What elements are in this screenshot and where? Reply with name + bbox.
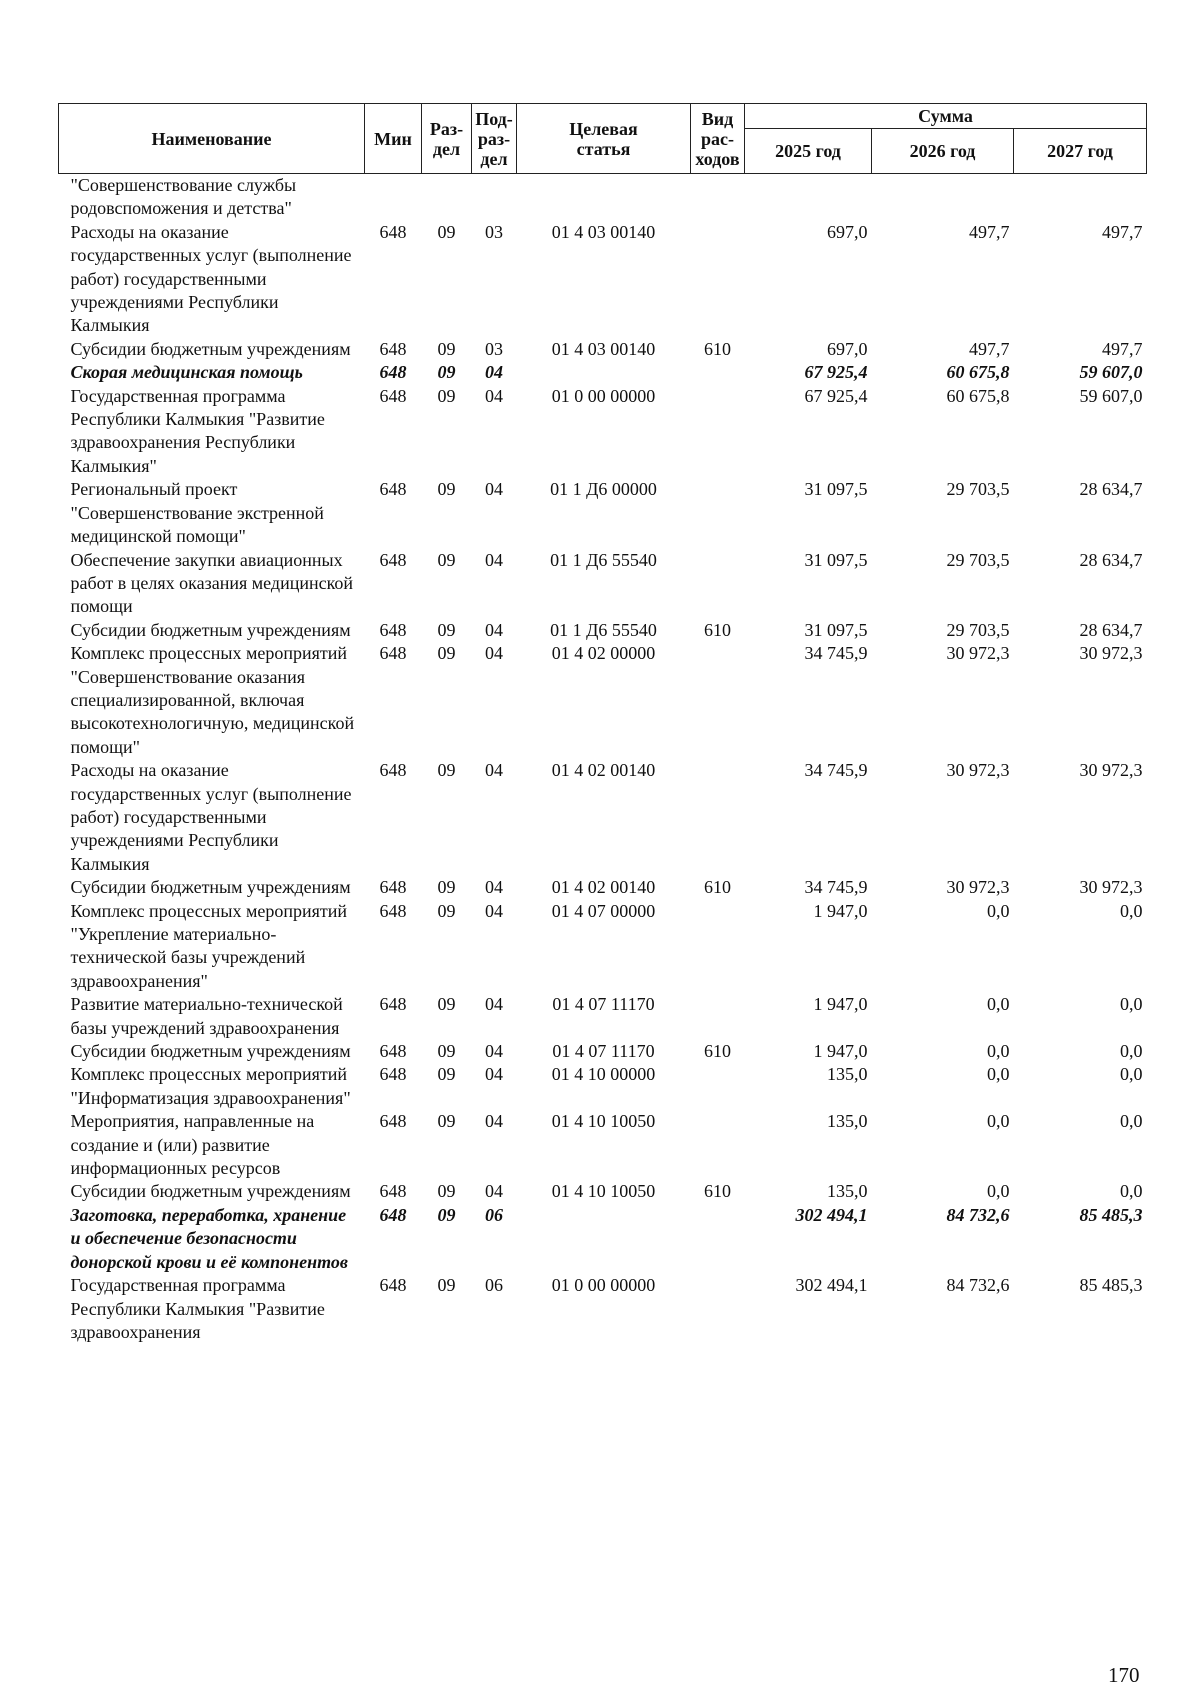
row-vid-rashodov (691, 1110, 745, 1180)
table-row (59, 221, 1147, 338)
row-name: Субсидии бюджетным учреждениям (70, 1181, 351, 1202)
row-sum-2025: 135,0 (827, 1111, 868, 1132)
table-row (59, 174, 1147, 221)
row-sum-2025: 135,0 (827, 1181, 868, 1202)
header-year-2025: 2025 год (745, 129, 872, 174)
row-razdel: 09 (437, 1275, 456, 1296)
row-sum-2025: 1 947,0 (813, 900, 868, 921)
row-sum-2027: 0,0 (1120, 1181, 1143, 1202)
header-podrazdel: Под- раз- дел (472, 104, 517, 174)
row-sum-2027: 28 634,7 (1079, 619, 1143, 640)
row-min: 648 (379, 877, 407, 898)
row-podrazdel: 04 (485, 994, 503, 1015)
row-name: Региональный проект "Совершенствование экстренной медицинской помощи" (70, 479, 324, 547)
header-razdel: Раз- дел (422, 104, 472, 174)
row-sum-2027: 0,0 (1120, 1111, 1143, 1132)
table-row (59, 900, 1147, 994)
row-sum-2027: 497,7 (1102, 221, 1143, 242)
row-sum-2025: 1 947,0 (813, 994, 868, 1015)
row-razdel (422, 174, 472, 221)
row-sum-2027: 30 972,3 (1079, 877, 1143, 898)
row-vid-rashodov (691, 385, 745, 479)
budget-table (58, 103, 1147, 1344)
row-name: Расходы на оказание государственных услуг (выполнение работ) государственными учреждениями Республики Калмыкия (70, 760, 352, 874)
row-celevaya-statya: 01 4 02 00140 (551, 760, 656, 781)
row-sum-2025: 1 947,0 (813, 1041, 868, 1062)
row-name: Мероприятия, направленные на создание и (или) развитие информационных ресурсов (70, 1111, 315, 1179)
row-vid-rashodov (691, 549, 745, 619)
row-name: Государственная программа Республики Калмыкия "Развитие здравоохранения Республики Калмыкия" (70, 385, 325, 476)
row-name: Комплекс процессных мероприятий "Совершенствование оказания специализированной, включая высокотехнологичную, медицинской помощи" (70, 643, 355, 757)
row-celevaya-statya: 01 4 10 00000 (551, 1064, 656, 1085)
table-row (59, 338, 1147, 361)
row-sum-2025: 31 097,5 (804, 619, 868, 640)
table-body (59, 174, 1147, 1345)
row-sum-2027: 28 634,7 (1079, 479, 1143, 500)
row-vid-rashodov (691, 642, 745, 759)
table-row (59, 478, 1147, 548)
row-sum-2026: 60 675,8 (946, 385, 1010, 406)
header-year-2026: 2026 год (872, 129, 1014, 174)
row-podrazdel: 04 (485, 479, 503, 500)
row-podrazdel: 04 (485, 362, 503, 383)
row-min: 648 (379, 619, 407, 640)
row-razdel: 09 (437, 619, 456, 640)
header-summa: Сумма (745, 104, 1147, 129)
row-sum-2026: 30 972,3 (946, 643, 1010, 664)
row-name: "Совершенствование службы родовспоможения и детства" (70, 175, 297, 219)
row-name: Комплекс процессных мероприятий "Информатизация здравоохранения" (70, 1064, 351, 1108)
row-razdel: 09 (437, 362, 456, 383)
row-vid-rashodov (691, 221, 745, 338)
row-sum-2026: 30 972,3 (946, 877, 1010, 898)
row-name: Заготовка, переработка, хранение и обеспечение безопасности донорской крови и её компонентов (70, 1204, 348, 1272)
table-row (59, 1204, 1147, 1274)
row-min: 648 (379, 1041, 407, 1062)
row-name: Обеспечение закупки авиационных работ в целях оказания медицинской помощи (70, 549, 354, 617)
row-sum-2025: 31 097,5 (804, 549, 868, 570)
row-vid-rashodov (691, 361, 745, 384)
header-vid-rashodov: Вид рас- ходов (691, 104, 745, 174)
row-sum-2027: 28 634,7 (1079, 549, 1143, 570)
row-sum-2026: 497,7 (969, 221, 1010, 242)
table-row (59, 642, 1147, 759)
row-celevaya-statya (517, 174, 691, 221)
row-min: 648 (379, 221, 407, 242)
row-sum-2027: 0,0 (1120, 1041, 1143, 1062)
row-sum-2025: 302 494,1 (795, 1275, 868, 1296)
row-razdel: 09 (437, 877, 456, 898)
row-sum-2026: 0,0 (987, 1181, 1010, 1202)
row-vid-rashodov (691, 478, 745, 548)
row-sum-2027: 0,0 (1120, 900, 1143, 921)
row-vid-rashodov: 610 (704, 877, 731, 898)
table-row (59, 1040, 1147, 1063)
row-name: Субсидии бюджетным учреждениям (70, 877, 351, 898)
row-sum-2027: 0,0 (1120, 994, 1143, 1015)
row-sum-2027: 85 485,3 (1079, 1204, 1143, 1225)
row-razdel: 09 (437, 760, 456, 781)
row-celevaya-statya: 01 4 10 10050 (551, 1111, 656, 1132)
table-row (59, 619, 1147, 642)
row-podrazdel: 04 (485, 1041, 503, 1062)
row-sum-2026: 29 703,5 (946, 619, 1010, 640)
row-min: 648 (379, 385, 407, 406)
row-razdel: 09 (437, 479, 456, 500)
row-vid-rashodov (691, 759, 745, 876)
row-sum-2025: 31 097,5 (804, 479, 868, 500)
row-razdel: 09 (437, 1041, 456, 1062)
row-celevaya-statya: 01 4 07 11170 (552, 1041, 655, 1062)
row-sum-2026: 30 972,3 (946, 760, 1010, 781)
row-razdel: 09 (437, 1064, 456, 1085)
row-sum-2025: 67 925,4 (804, 385, 868, 406)
row-min: 648 (379, 338, 407, 359)
row-celevaya-statya: 01 1 Д6 00000 (550, 479, 657, 500)
row-podrazdel: 04 (485, 1181, 503, 1202)
page-number: 170 (1108, 1663, 1140, 1687)
row-podrazdel: 06 (485, 1204, 503, 1225)
row-celevaya-statya: 01 4 02 00140 (551, 877, 656, 898)
row-min: 648 (379, 549, 407, 570)
row-sum-2025: 135,0 (827, 1064, 868, 1085)
row-sum-2026: 84 732,6 (946, 1275, 1010, 1296)
row-celevaya-statya: 01 4 07 00000 (551, 900, 656, 921)
row-sum-2027: 59 607,0 (1079, 362, 1143, 383)
row-razdel: 09 (437, 549, 456, 570)
row-min: 648 (379, 1064, 407, 1085)
table-row (59, 993, 1147, 1040)
row-sum-2026: 84 732,6 (946, 1204, 1010, 1225)
row-razdel: 09 (437, 338, 456, 359)
row-sum-2025: 34 745,9 (804, 877, 868, 898)
row-sum-2026: 29 703,5 (946, 479, 1010, 500)
row-name: Расходы на оказание государственных услуг (выполнение работ) государственными учреждениями Республики Калмыкия (70, 221, 352, 336)
row-min: 648 (379, 479, 407, 500)
row-sum-2027: 0,0 (1120, 1064, 1143, 1085)
row-celevaya-statya (517, 1204, 691, 1274)
row-podrazdel: 04 (485, 877, 503, 898)
row-razdel: 09 (437, 994, 456, 1015)
row-razdel: 09 (437, 1204, 456, 1225)
table-row (59, 549, 1147, 619)
row-sum-2025: 697,0 (827, 338, 868, 359)
row-vid-rashodov (691, 1063, 745, 1110)
row-vid-rashodov (691, 174, 745, 221)
row-celevaya-statya: 01 1 Д6 55540 (550, 619, 657, 640)
row-sum-2026: 0,0 (987, 1064, 1010, 1085)
row-sum-2027: 497,7 (1102, 338, 1143, 359)
row-min: 648 (379, 760, 407, 781)
row-sum-2025: 697,0 (827, 221, 868, 242)
row-vid-rashodov: 610 (704, 1181, 731, 1202)
row-razdel: 09 (437, 221, 456, 242)
row-sum-2026: 0,0 (987, 1111, 1010, 1132)
table-row (59, 1110, 1147, 1180)
row-celevaya-statya: 01 4 03 00140 (551, 338, 656, 359)
row-razdel: 09 (437, 385, 456, 406)
row-podrazdel: 04 (485, 549, 503, 570)
row-vid-rashodov: 610 (704, 338, 731, 359)
row-min: 648 (379, 900, 407, 921)
table-row (59, 361, 1147, 384)
row-sum-2025: 302 494,1 (795, 1204, 868, 1225)
row-sum-2025: 34 745,9 (804, 760, 868, 781)
row-podrazdel (472, 174, 517, 221)
row-name: Субсидии бюджетным учреждениям (70, 619, 351, 640)
table-row (59, 876, 1147, 899)
row-name: Комплекс процессных мероприятий "Укрепление материально-технической базы учреждений здравоохранения" (70, 900, 348, 991)
row-sum-2025: 34 745,9 (804, 643, 868, 664)
row-podrazdel: 03 (485, 338, 503, 359)
row-name: Субсидии бюджетным учреждениям (70, 338, 351, 359)
table-header (59, 104, 1147, 174)
row-name: Развитие материально-технической базы учреждений здравоохранения (70, 994, 343, 1038)
row-celevaya-statya: 01 1 Д6 55540 (550, 549, 657, 570)
row-celevaya-statya: 01 4 10 10050 (551, 1181, 656, 1202)
row-name: Субсидии бюджетным учреждениям (70, 1041, 351, 1062)
row-celevaya-statya (517, 361, 691, 384)
row-sum-2027: 30 972,3 (1079, 760, 1143, 781)
row-podrazdel: 04 (485, 619, 503, 640)
header-name: Наименование (59, 104, 365, 174)
row-vid-rashodov (691, 900, 745, 994)
row-celevaya-statya: 01 4 03 00140 (551, 221, 656, 242)
row-sum-2025 (745, 174, 872, 221)
row-sum-2026: 0,0 (987, 900, 1010, 921)
table-row (59, 1063, 1147, 1110)
row-sum-2027: 59 607,0 (1079, 385, 1143, 406)
row-podrazdel: 04 (485, 643, 503, 664)
header-min: Мин (365, 104, 422, 174)
row-podrazdel: 04 (485, 1111, 503, 1132)
row-min: 648 (379, 1204, 407, 1225)
table-row (59, 385, 1147, 479)
row-vid-rashodov: 610 (704, 619, 731, 640)
row-podrazdel: 04 (485, 760, 503, 781)
row-name: Скорая медицинская помощь (70, 362, 303, 383)
row-sum-2026: 0,0 (987, 994, 1010, 1015)
row-celevaya-statya: 01 0 00 00000 (551, 1275, 656, 1296)
row-sum-2025: 67 925,4 (804, 362, 868, 383)
row-name: Государственная программа Республики Калмыкия "Развитие здравоохранения (70, 1275, 325, 1342)
row-sum-2027: 30 972,3 (1079, 643, 1143, 664)
row-podrazdel: 03 (485, 221, 503, 242)
header-celevaya-statya: Целевая статья (517, 104, 691, 174)
table-row (59, 1274, 1147, 1344)
row-podrazdel: 04 (485, 385, 503, 406)
row-min: 648 (379, 643, 407, 664)
row-razdel: 09 (437, 1111, 456, 1132)
row-celevaya-statya: 01 4 07 11170 (552, 994, 655, 1015)
row-vid-rashodov (691, 1274, 745, 1344)
row-min: 648 (379, 1111, 407, 1132)
row-vid-rashodov (691, 1204, 745, 1274)
row-min (365, 174, 422, 221)
row-vid-rashodov: 610 (704, 1041, 731, 1062)
row-podrazdel: 04 (485, 1064, 503, 1085)
row-razdel: 09 (437, 643, 456, 664)
row-vid-rashodov (691, 993, 745, 1040)
row-sum-2026: 0,0 (987, 1041, 1010, 1062)
header-year-2027: 2027 год (1014, 129, 1147, 174)
row-podrazdel: 04 (485, 900, 503, 921)
row-razdel: 09 (437, 900, 456, 921)
row-min: 648 (379, 1181, 407, 1202)
row-min: 648 (379, 362, 407, 383)
row-celevaya-statya: 01 0 00 00000 (551, 385, 656, 406)
row-celevaya-statya: 01 4 02 00000 (551, 643, 656, 664)
row-sum-2026: 497,7 (969, 338, 1010, 359)
row-sum-2026: 29 703,5 (946, 549, 1010, 570)
row-sum-2027 (1014, 174, 1147, 221)
table-row (59, 1180, 1147, 1203)
row-sum-2027: 85 485,3 (1079, 1275, 1143, 1296)
row-podrazdel: 06 (485, 1275, 503, 1296)
row-sum-2026: 60 675,8 (946, 362, 1010, 383)
row-min: 648 (379, 994, 407, 1015)
table-row (59, 759, 1147, 876)
row-min: 648 (379, 1275, 407, 1296)
row-razdel: 09 (437, 1181, 456, 1202)
row-sum-2026 (872, 174, 1014, 221)
